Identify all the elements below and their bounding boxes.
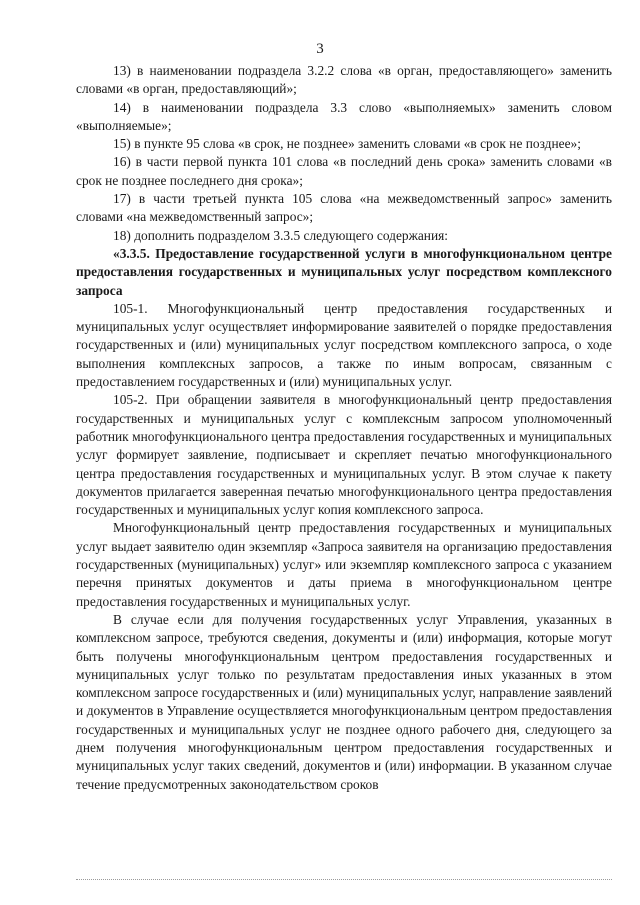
paragraph-item-14: 14) в наименовании подраздела 3.3 слово «выполняемых» заменить словом «выполняемые»; — [76, 99, 612, 133]
clause-105-1: 105-1. Многофункциональный центр предоставления государственных и муниципальных услуг осуществляет информирование заявителей о порядке предоставления государственных и (или) муниципальных услуг посредством комплексного запроса, о ходе выполнения комплексных запросов, а также по иным вопросам, связанным с предоставлением государственных и (или) муниципальных услуг. — [76, 300, 612, 390]
clause-105-2: 105-2. При обращении заявителя в многофункциональный центр предоставления государственных и муниципальных услуг с комплексным запросом уполномоченный работник многофункционального центра предоставления государственных и муниципальных услуг формирует заявление, подписывает и скрепляет печатью многофункционального центра предоставления государственных и муниципальных услуг. В этом случае к пакету документов прилагается заверенная печатью многофункционального центра предоставления государственных и муниципальных услуг копия комплексного запроса. — [76, 392, 612, 518]
paragraph-item-17: 17) в части третьей пункта 105 слова «на межведомственный запрос» заменить словами «на межведомственный запрос»; — [76, 191, 612, 225]
section-heading-3-3-5: «3.3.5. Предоставление государственной услуги в многофункциональном центре предоставления государственных и муниципальных услуг посредством комплексного запроса — [76, 245, 612, 298]
paragraph-mfc-issues-copy: Многофункциональный центр предоставления государственных и муниципальных услуг выдает заявителю один экземпляр «Запроса заявителя на организацию предоставления государственных (муниципальных) услуг» или экземпляр комплексного запроса с указанием перечня принятых документов и даты приема в многофункциональном центре предоставления государственных и муниципальных услуг. — [76, 520, 612, 609]
paragraph-item-13: 13) в наименовании подраздела 3.2.2 слова «в орган, предоставляющего» заменить словами «в орган, предоставляющий»; — [76, 63, 612, 97]
page-number: 3 — [316, 41, 324, 57]
paragraph-if-needed-info: В случае если для получения государственных услуг Управления, указанных в комплексном запросе, требуются сведения, документы и (или) информация, которые могут быть получены многофункциональным центром предоставления государственных и муниципальных услуг только по результатам предоставления иных указанных в этом комплексном запросе государственных и (или) муниципальных услуг, направление заявлений и документов в Управление осуществляется многофункциональным центром предоставления государственных и муниципальных услуг не позднее одного рабочего дня, следующего за днем получения многофункциональным центром предоставления государственных и муниципальных услуг таких сведений, документов и (или) информации. В указанном случае течение предусмотренных законодательством сроков — [76, 611, 612, 792]
footer-dotted-rule — [76, 879, 612, 880]
paragraph-item-15: 15) в пункте 95 слова «в срок, не позднее» заменить словами «в срок не позднее»; — [113, 136, 581, 152]
paragraph-item-16: 16) в части первой пункта 101 слова «в последний день срока» заменить словами «в срок не позднее последнего дня срока»; — [76, 154, 612, 188]
document-body — [76, 62, 612, 794]
paragraph-item-18: 18) дополнить подразделом 3.3.5 следующего содержания: — [113, 227, 448, 243]
